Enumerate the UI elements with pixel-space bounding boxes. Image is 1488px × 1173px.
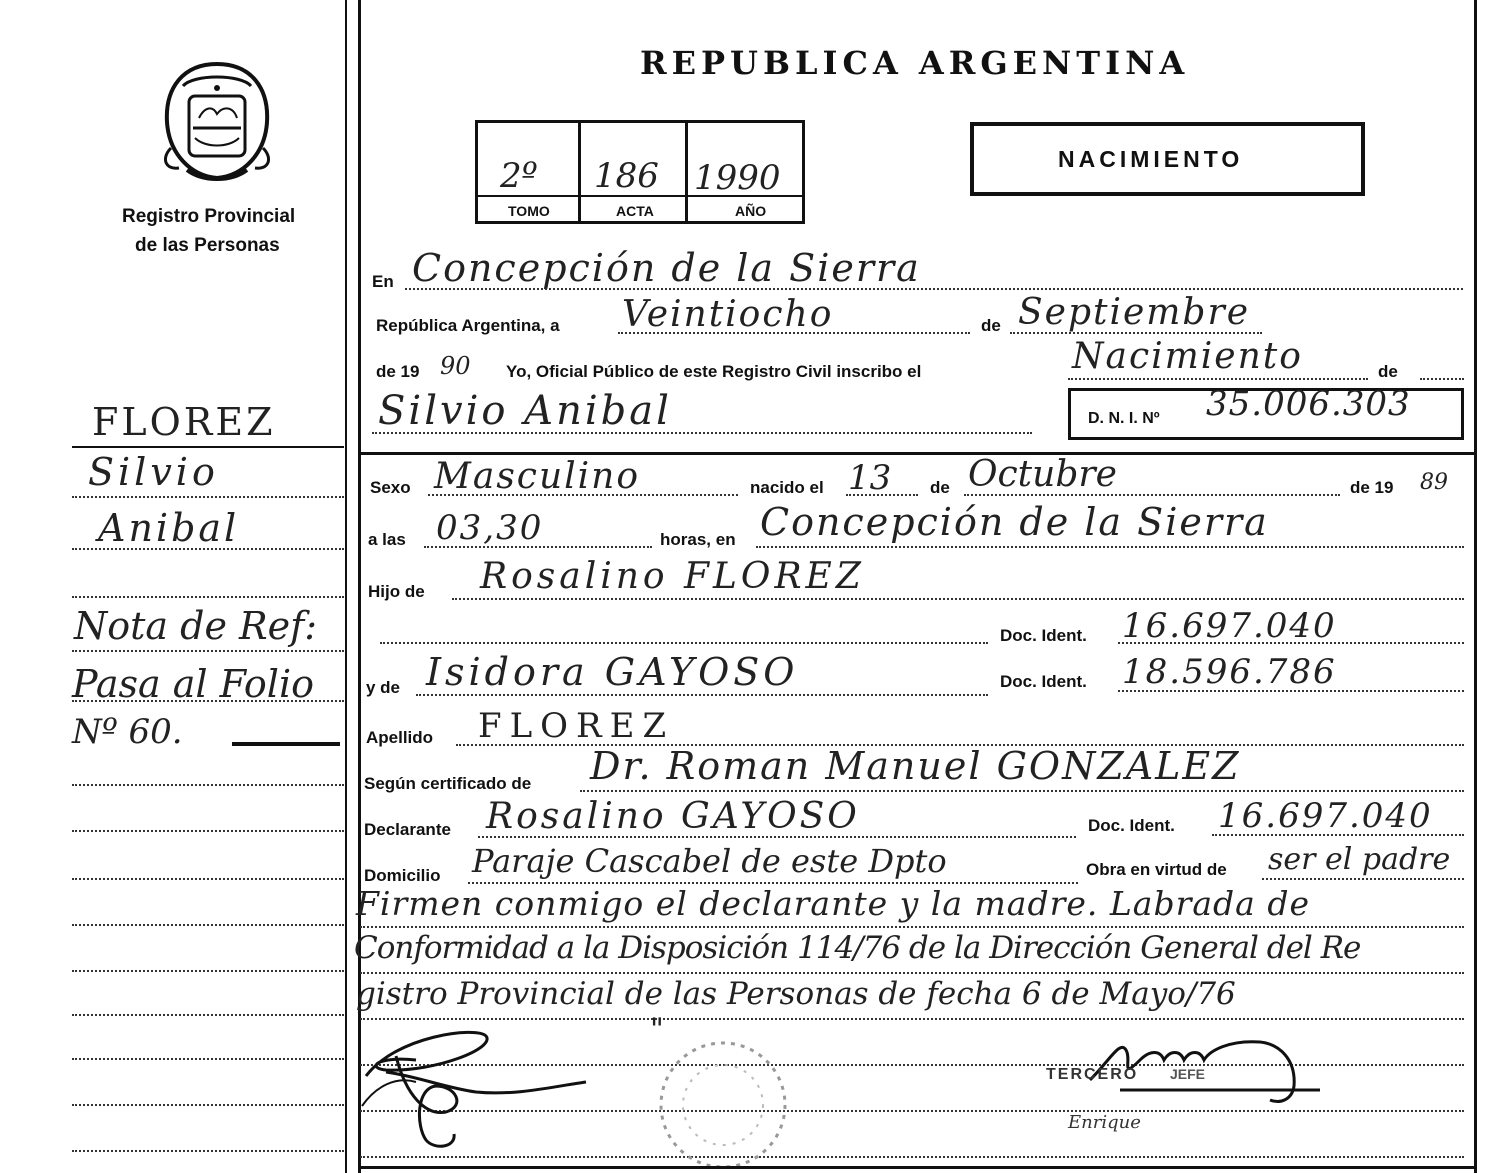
entry-line: [360, 1156, 1464, 1158]
right-border-line: [1474, 0, 1477, 1173]
record-box-divider-2: [685, 122, 688, 222]
acta-label: ACTA: [616, 203, 654, 219]
entry-line: [1420, 378, 1464, 380]
margin-rule: [72, 700, 344, 702]
margin-note-line2: Pasa al Folio: [72, 662, 314, 706]
entry-line: [1262, 878, 1464, 880]
place-entry: Concepción de la Sierra: [412, 246, 921, 290]
entry-line: [846, 494, 918, 496]
margin-rule: [72, 1150, 344, 1152]
ano-label: AÑO: [735, 203, 767, 219]
label-de: de: [981, 316, 1001, 335]
entry-line: [1212, 834, 1464, 836]
label-de-year: de 19: [376, 362, 420, 381]
label-hijo-de: Hijo de: [368, 582, 425, 601]
margin-rule: [72, 924, 344, 926]
margin-first-name: Silvio: [88, 450, 219, 494]
registry-name-line2: de las Personas: [135, 235, 280, 256]
acta-value: 186: [594, 156, 659, 196]
entry-line: [964, 494, 1340, 496]
stamp-officer-line2: JEFE: [1170, 1066, 1206, 1082]
margin-rule: [72, 784, 344, 786]
declarant-signature: [356, 1016, 626, 1156]
margin-rule: [72, 650, 344, 652]
label-en: En: [372, 272, 394, 291]
entry-line: [1118, 690, 1464, 692]
margin-note-line1: Nota de Ref:: [74, 604, 317, 648]
label-de-end: de: [1378, 362, 1398, 381]
label-de-year-end: de 19: [1350, 478, 1394, 497]
note-line-1: Firmen conmigo el declarante y la madre. Labrada de: [356, 884, 1310, 923]
official-signature: [1080, 1020, 1320, 1110]
tomo-value: 2º: [500, 156, 538, 196]
label-doc-ident-mother: Doc. Ident.: [1000, 672, 1087, 691]
stamp-officer-line1: TERCERO: [1046, 1066, 1139, 1083]
entry-line: [372, 432, 1032, 434]
entry-line: [424, 546, 652, 548]
entry-line: [580, 790, 1464, 792]
record-type-label: NACIMIENTO: [1058, 146, 1244, 172]
label-segun-certificado: Según certificado de: [364, 774, 532, 793]
label-nacido-el: nacido el: [750, 478, 824, 497]
declarant-entry: Rosalino GAYOSO: [486, 796, 860, 837]
entry-line: [1118, 642, 1464, 644]
note-line-2: Conformidad a la Disposición 114/76 de la Dirección General del Re: [354, 930, 1361, 966]
birth-day-entry: 13: [848, 458, 892, 498]
document-title: REPUBLICA ARGENTINA: [640, 44, 1190, 82]
birth-month-entry: Octubre: [968, 454, 1117, 495]
label-y-de: y de: [366, 678, 401, 697]
margin-rule: [72, 830, 344, 832]
margin-rule: [72, 596, 344, 598]
registry-name-line1: Registro Provincial: [122, 206, 296, 227]
record-box-divider-1: [578, 122, 581, 222]
sex-entry: Masculino: [434, 456, 641, 497]
label-doc-ident-father: Doc. Ident.: [1000, 626, 1087, 645]
margin-rule: [72, 1104, 344, 1106]
month-entry: Septiembre: [1018, 292, 1250, 333]
name-entry: Silvio Anibal: [378, 388, 672, 434]
margin-rule: [72, 878, 344, 880]
entry-line: [1010, 332, 1262, 334]
birth-year-suffix-entry: 89: [1420, 470, 1448, 495]
label-yo-oficial: Yo, Oficial Público de este Registro Civil inscribo el: [506, 362, 922, 381]
label-sexo: Sexo: [370, 478, 411, 497]
margin-rule: [72, 1014, 344, 1016]
entry-line: [618, 332, 970, 334]
mother-doc-entry: 18.596.786: [1122, 652, 1337, 692]
label-domicilio: Domicilio: [364, 866, 441, 885]
father-doc-entry: 16.697.040: [1122, 606, 1337, 646]
margin-rule: [72, 970, 344, 972]
entry-line: [1068, 378, 1368, 380]
entry-line: [360, 972, 1464, 974]
entry-line: [452, 598, 1464, 600]
year-suffix-entry: 90: [440, 352, 471, 380]
birth-place-entry: Concepción de la Sierra: [760, 500, 1269, 544]
event-entry: Nacimiento: [1072, 336, 1303, 377]
margin-rule: [72, 496, 344, 498]
label-a-las: a las: [368, 530, 406, 549]
margin-surname: FLOREZ: [92, 400, 276, 444]
hour-entry: 03,30: [436, 508, 544, 548]
address-entry: Paraje Cascabel de este Dpto: [472, 842, 947, 880]
day-entry: Veintiocho: [622, 294, 834, 335]
entry-line: [428, 494, 738, 496]
certificate-entry: Dr. Roman Manuel GONZALEZ: [590, 744, 1241, 788]
stamp-initial: Enrique: [1068, 1112, 1141, 1133]
margin-rule: [232, 742, 340, 746]
note-line-3: gistro Provincial de las Personas de fecha 6 de Mayo/76: [356, 976, 1236, 1012]
entry-line: [416, 694, 988, 696]
margin-rule: [72, 548, 344, 550]
entry-line: [405, 288, 1463, 290]
entry-line: [360, 926, 1464, 928]
margin-note-line3: Nº 60.: [72, 712, 183, 752]
provincial-seal-icon: [153, 58, 281, 188]
label-dni: D. N. I. Nº: [1088, 410, 1160, 427]
entry-line: [756, 546, 1464, 548]
quote-mark: ": [650, 1012, 664, 1047]
virtue-entry: ser el padre: [1268, 842, 1451, 877]
entry-line: [478, 836, 1076, 838]
tomo-label: TOMO: [508, 203, 550, 219]
surname-entry: FLOREZ: [478, 706, 675, 746]
left-margin-border: [345, 0, 347, 1173]
margin-rule: [72, 446, 344, 448]
label-doc-ident-declarant: Doc. Ident.: [1088, 816, 1175, 835]
ano-value: 1990: [694, 158, 781, 198]
mother-entry: Isidora GAYOSO: [426, 650, 799, 694]
label-de-mid: de: [930, 478, 950, 497]
section-rule: [360, 452, 1474, 455]
official-stamp: [648, 1030, 798, 1170]
label-horas-en: horas, en: [660, 530, 736, 549]
dni-entry: 35.006.303: [1206, 384, 1411, 424]
label-declarante: Declarante: [364, 820, 451, 839]
label-republica: República Argentina, a: [376, 316, 560, 335]
entry-line: [380, 642, 988, 644]
label-apellido: Apellido: [366, 728, 434, 747]
margin-second-name: Anibal: [98, 506, 240, 550]
label-obra-en-virtud: Obra en virtud de: [1086, 860, 1227, 879]
father-entry: Rosalino FLOREZ: [480, 556, 865, 597]
bottom-rule: [360, 1166, 1474, 1169]
margin-rule: [72, 1058, 344, 1060]
declarant-doc-entry: 16.697.040: [1218, 796, 1433, 836]
